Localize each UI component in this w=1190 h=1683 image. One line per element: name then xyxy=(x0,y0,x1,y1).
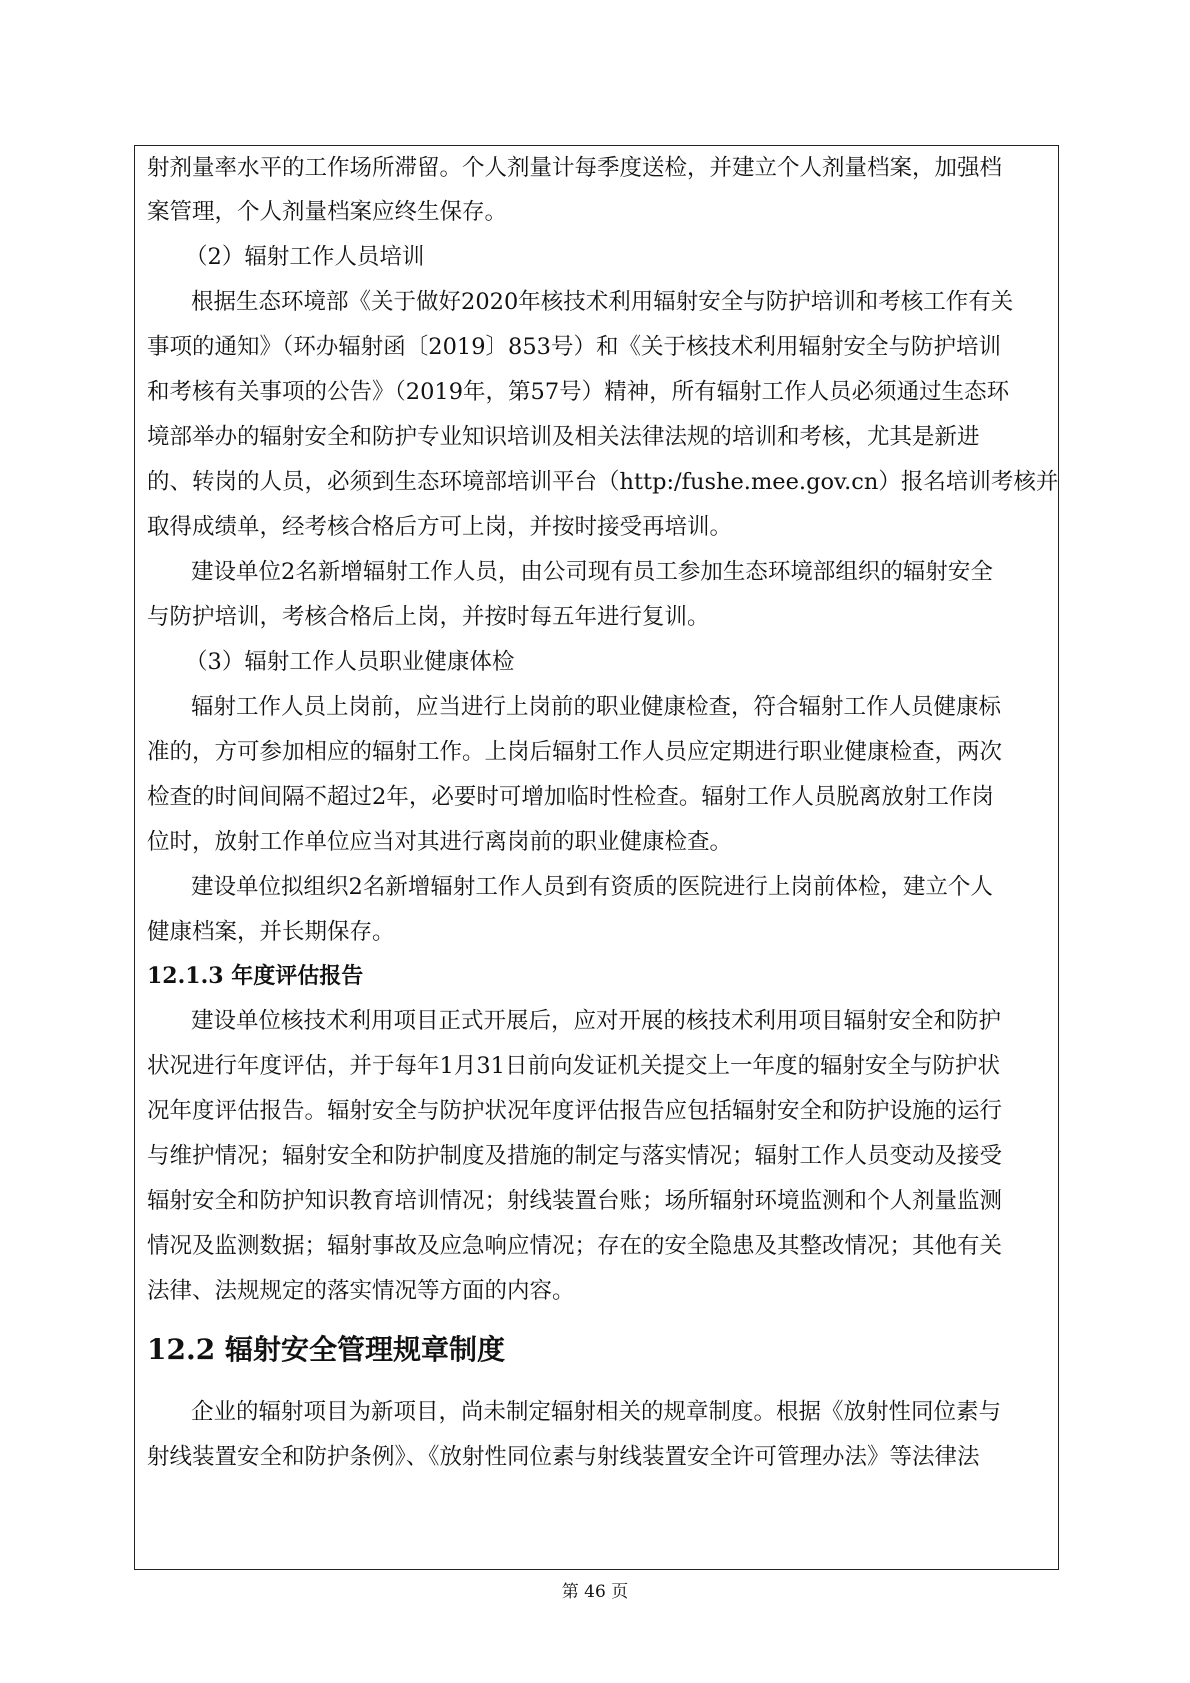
text-line: 辐射工作人员上岗前，应当进行上岗前的职业健康检查，符合辐射工作人员健康标 xyxy=(191,694,1002,720)
text-line: 根据生态环境部《关于做好2020年核技术利用辐射安全与防护培训和考核工作有关 xyxy=(191,289,1014,315)
text-line: 情况及监测数据；辐射事故及应急响应情况；存在的安全隐患及其整改情况；其他有关 xyxy=(147,1233,1003,1259)
section-heading-12-1-3: 12.1.3 年度评估报告 xyxy=(147,963,364,989)
text-line: 辐射安全和防护知识教育培训情况；射线装置台账；场所辐射环境监测和个人剂量监测 xyxy=(147,1188,1003,1214)
text-line: 法律、法规规定的落实情况等方面的内容。 xyxy=(147,1278,575,1304)
text-line: 案管理，个人剂量档案应终生保存。 xyxy=(147,199,508,225)
text-line: 建设单位拟组织2名新增辐射工作人员到有资质的医院进行上岗前体检，建立个人 xyxy=(191,874,993,900)
subsection-heading: （2）辐射工作人员培训 xyxy=(185,244,425,270)
text-line: 境部举办的辐射安全和防护专业知识培训及相关法律法规的培训和考核，尤其是新进 xyxy=(147,424,980,450)
text-line: 况年度评估报告。辐射安全与防护状况年度评估报告应包括辐射安全和防护设施的运行 xyxy=(147,1098,1003,1124)
text-line: 与维护情况；辐射安全和防护制度及措施的制定与落实情况；辐射工作人员变动及接受 xyxy=(147,1143,1003,1169)
text-line: 检查的时间间隔不超过2年，必要时可增加临时性检查。辐射工作人员脱离放射工作岗 xyxy=(147,784,994,810)
text-line: 位时，放射工作单位应当对其进行离岗前的职业健康检查。 xyxy=(147,829,733,855)
text-line: 建设单位2名新增辐射工作人员，由公司现有员工参加生态环境部组织的辐射安全 xyxy=(191,559,993,585)
text-line: 建设单位核技术利用项目正式开展后，应对开展的核技术利用项目辐射安全和防护 xyxy=(191,1008,1002,1034)
text-line: 的、转岗的人员，必须到生态环境部培训平台（http:/fushe.mee.gov.cn）报名培训考核并 xyxy=(147,469,1059,495)
text-line: 企业的辐射项目为新项目，尚未制定辐射相关的规章制度。根据《放射性同位素与 xyxy=(191,1399,1002,1425)
section-heading-12-2: 12.2 辐射安全管理规章制度 xyxy=(147,1333,505,1366)
text-line: 和考核有关事项的公告》（2019年，第57号）精神，所有辐射工作人员必须通过生态环 xyxy=(147,379,1010,405)
page-number: 第 46 页 xyxy=(561,1582,629,1602)
text-line: 准的，方可参加相应的辐射工作。上岗后辐射工作人员应定期进行职业健康检查，两次 xyxy=(147,739,1003,765)
text-line: 健康档案，并长期保存。 xyxy=(147,919,395,945)
document-frame xyxy=(134,145,1059,1570)
text-line: 射剂量率水平的工作场所滞留。个人剂量计每季度送检，并建立个人剂量档案，加强档 xyxy=(147,155,1003,181)
text-line: 取得成绩单，经考核合格后方可上岗，并按时接受再培训。 xyxy=(147,514,733,540)
subsection-heading: （3）辐射工作人员职业健康体检 xyxy=(185,649,515,675)
text-line: 状况进行年度评估，并于每年1月31日前向发证机关提交上一年度的辐射安全与防护状 xyxy=(147,1053,1000,1079)
text-line: 事项的通知》（环办辐射函〔2019〕853号）和《关于核技术利用辐射安全与防护培训 xyxy=(147,334,1001,360)
text-line: 与防护培训，考核合格后上岗，并按时每五年进行复训。 xyxy=(147,604,710,630)
text-line: 射线装置安全和防护条例》、《放射性同位素与射线装置安全许可管理办法》等法律法 xyxy=(147,1444,980,1470)
